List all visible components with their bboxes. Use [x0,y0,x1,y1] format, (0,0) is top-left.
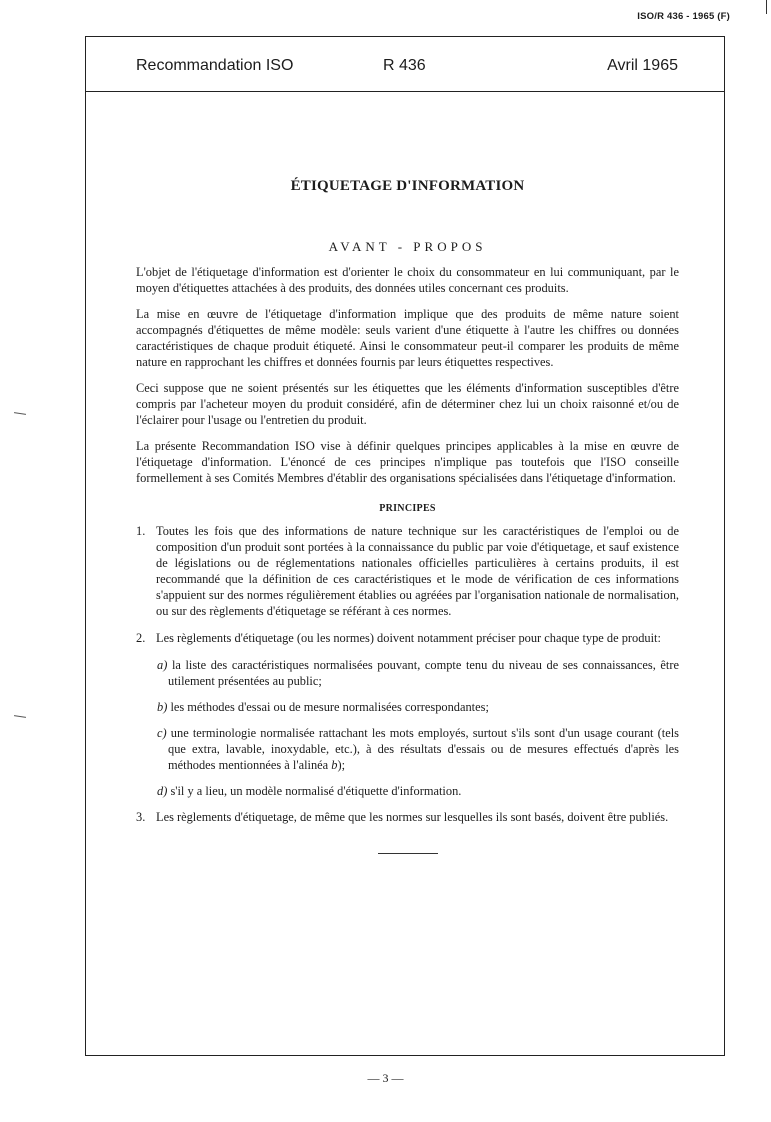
page-frame [85,36,725,1056]
sub-item [136,699,679,715]
principle-text: Toutes les fois que des informations de nature technique sur les caractéristiques de l'emploi ou de composition d'un produit sont portées à la connaissance du public par voie d'étiquetage, et sauf existence de législations ou de réglementations nationales officielles particulières à certains produits, il est recommandé que la définition de ces caractéristiques et le mode de vérification de ces informations s'appuient sur des normes régulièrement établies ou agréées par l'organisation nationale de normalisation, ou sur des règlements d'étiquetage se référant à ces normes. [156,524,679,618]
foreword-paragraph: L'objet de l'étiquetage d'information est d'orienter le choix du consommateur en lui communiquant, par le moyen d'étiquettes attachées à des produits, des données utiles concernant ces produits. [136,265,679,295]
sub-item [136,783,679,799]
principle-item [136,630,679,646]
closing-divider [378,853,438,854]
principle-text: Les règlements d'étiquetage, de même que les normes sur lesquelles ils sont basés, doivent être publiés. [156,810,669,824]
sub-item [136,657,679,689]
margin-mark [14,412,26,415]
sub-item-text: une terminologie normalisée rattachant les mots employés, surtout s'ils sont d'un usage courant (tels que extra, lavable, inoxydable, etc.), à des résultats d'essais ou de mesures effectués d'après les méthodes mentionnées à l'alinéa [168,726,679,772]
page-edge-mark [766,0,767,14]
principle-number: 1. [136,524,146,538]
header-date: Avril 1965 [607,57,678,74]
document-title: ÉTIQUETAGE D'INFORMATION [290,178,525,194]
margin-mark [14,715,26,718]
sub-item-letter: d) [157,784,168,798]
principles-heading: PRINCIPES [379,503,436,514]
sub-item-text: la liste des caractéristiques normalisées pouvant, compte tenu du niveau de ses connaissances, être utilement présentées au public; [168,658,679,688]
principle-item [136,523,679,619]
principle-number: 3. [136,810,146,824]
document-header [86,37,724,92]
sub-item-text: s'il y a lieu, un modèle normalisé d'étiquette d'information. [170,784,462,798]
document-reference: ISO/R 436 - 1965 (F) [637,11,730,22]
sub-item-text: les méthodes d'essai ou de mesure normalisées correspondantes; [170,700,489,714]
sub-item-letter: b) [157,700,168,714]
foreword-paragraph: Ceci suppose que ne soient présentés sur les étiquettes que les éléments d'information susceptibles d'être compris par l'acheteur moyen du produit considéré, afin de déterminer chez lui un choix raisonné et/ou de l'éclairer pour l'usage ou l'entretien du produit. [136,381,679,427]
header-number: R 436 [383,57,426,74]
document-body [136,92,679,854]
principle-item [136,809,679,825]
sub-item-reference: b [331,758,338,772]
foreword-paragraph: La mise en œuvre de l'étiquetage d'information implique que des produits de même nature soient accompagnés d'étiquettes de même modèle: seuls varient d'une étiquette à l'autre les chiffres ou données caractéristiques de chaque produit étiqueté. Ainsi le consommateur peut-il comparer les produits de même nature en rapprochant les chiffres et données fournis par leurs étiquettes respectives. [136,307,679,369]
principle-number: 2. [136,631,146,645]
header-title: Recommandation ISO [136,57,294,74]
sub-item-ending: ); [337,758,346,772]
sub-item-letter: a) [157,658,168,672]
sub-item-letter: c) [157,726,167,740]
page-number: — 3 — [367,1071,404,1085]
principle-text: Les règlements d'étiquetage (ou les normes) doivent notamment préciser pour chaque type de produit: [156,631,661,645]
sub-item [136,725,679,773]
foreword-paragraph: La présente Recommandation ISO vise à définir quelques principes applicables à la mise en œuvre de l'étiquetage d'information. L'énoncé de ces principes n'implique pas toutefois que l'ISO conseille formellement à ses Comités Membres d'établir des organisations spécialisées dans l'étiquetage d'information. [136,439,679,485]
foreword-heading: AVANT - PROPOS [328,239,487,254]
